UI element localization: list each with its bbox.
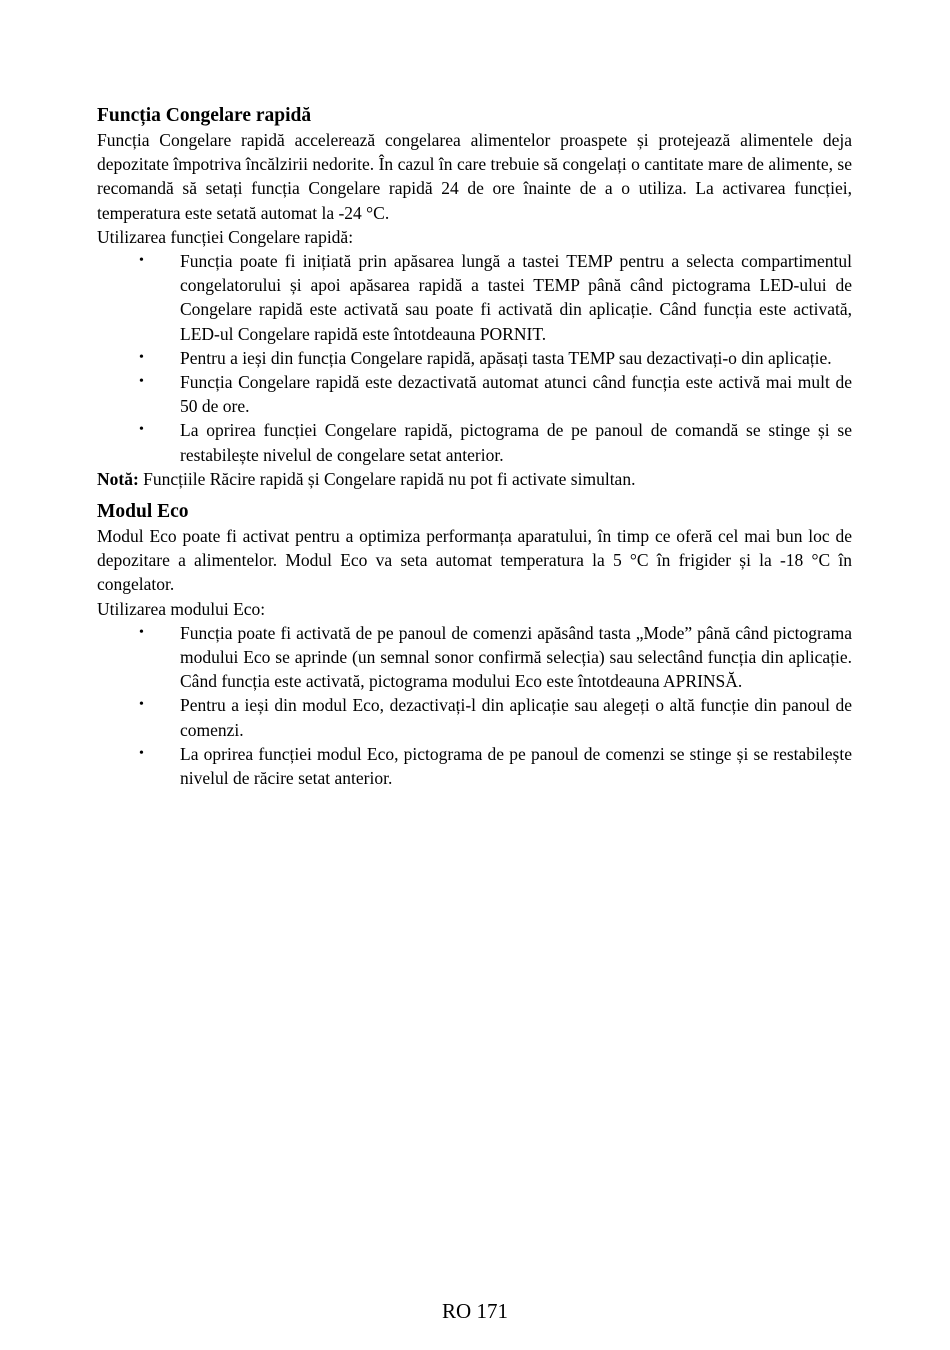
list-item: [97, 693, 852, 741]
list-item-text: La oprirea funcției modul Eco, pictograma de pe panoul de comenzi se stinge și se restabilește nivelul de răcire setat anterior.: [180, 743, 852, 789]
bullet-icon: •: [139, 349, 144, 365]
bullet-icon: •: [139, 253, 144, 269]
bullet-icon: •: [139, 624, 144, 640]
list-item-text: Funcția Congelare rapidă este dezactivată automat atunci când funcția este activă mai mult de 50 de ore.: [180, 372, 852, 417]
note-text: Funcțiile Răcire rapidă și Congelare rapidă nu pot fi activate simultan.: [138, 468, 636, 489]
section-intro: Modul Eco poate fi activat pentru a optimiza performanța aparatului, în timp ce oferă cel mai bun loc de depozitare a alimentelor. Modul Eco va seta automat temperatura la 5 °C în frigider și la -18 °C în congelator.: [97, 526, 852, 595]
section-quick-freeze: [97, 104, 852, 491]
note: [97, 467, 852, 491]
list-item: [97, 370, 852, 418]
list-item: [97, 742, 852, 790]
section-heading: Modul Eco: [97, 501, 189, 523]
list-item-text: Pentru a ieși din modul Eco, dezactivați-l din aplicație sau alegeți o altă funcție din panoul de comenzi.: [180, 695, 852, 740]
bullet-icon: •: [139, 374, 144, 390]
list-item: [97, 249, 852, 346]
list-item: [97, 346, 852, 370]
bullet-icon: •: [139, 745, 144, 761]
page-content: [97, 104, 852, 790]
bullet-icon: •: [139, 697, 144, 713]
usage-label: Utilizarea modului Eco:: [97, 598, 266, 619]
list-item-text: La oprirea funcției Congelare rapidă, pictograma de pe panoul de comandă se stinge și se restabilește nivelul de congelare setat anterior.: [180, 420, 852, 465]
page-number: RO 171: [442, 1299, 508, 1323]
bullet-list: [97, 621, 852, 790]
section-heading: Funcția Congelare rapidă: [97, 105, 312, 126]
note-label: Notă:: [97, 468, 139, 489]
list-item-text: Pentru a ieși din funcția Congelare rapidă, apăsați tasta TEMP sau dezactivați-o din aplicație.: [180, 347, 832, 368]
bullet-list: [97, 249, 852, 467]
list-item-text: Funcția poate fi activată de pe panoul de comenzi apăsând tasta „Mode” până când pictograma modului Eco se aprinde (un semnal sonor confirmă selecția) sau selectând funcția din aplicație. Când funcția este activată, pictograma modului Eco este întotdeauna APRINSĂ.: [180, 622, 852, 692]
section-intro: Funcția Congelare rapidă accelerează congelarea alimentelor proaspete și protejează alimentele deja depozitate împotriva încălzirii nedorite. În cazul în care trebuie să congelați o cantitate mare de alimente, se recomandă să setați funcția Congelare rapidă 24 de ore înainte de a o utiliza. La activarea funcției, temperatura este setată automat la -24 °C.: [97, 130, 852, 223]
list-item: [97, 621, 852, 694]
bullet-icon: •: [139, 422, 144, 438]
section-eco-mode: [97, 500, 852, 790]
list-item-text: Funcția poate fi inițiată prin apăsarea lungă a tastei TEMP pentru a selecta compartimentul congelatorului și apoi apăsarea rapidă a tastei TEMP până când pictograma LED-ului de Congelare rapidă este activată sau poate fi activată din aplicație. Când funcția este activată, LED-ul Congelare rapidă este întotdeauna PORNIT.: [180, 251, 852, 344]
usage-label: Utilizarea funcției Congelare rapidă:: [97, 226, 354, 247]
list-item: [97, 418, 852, 466]
